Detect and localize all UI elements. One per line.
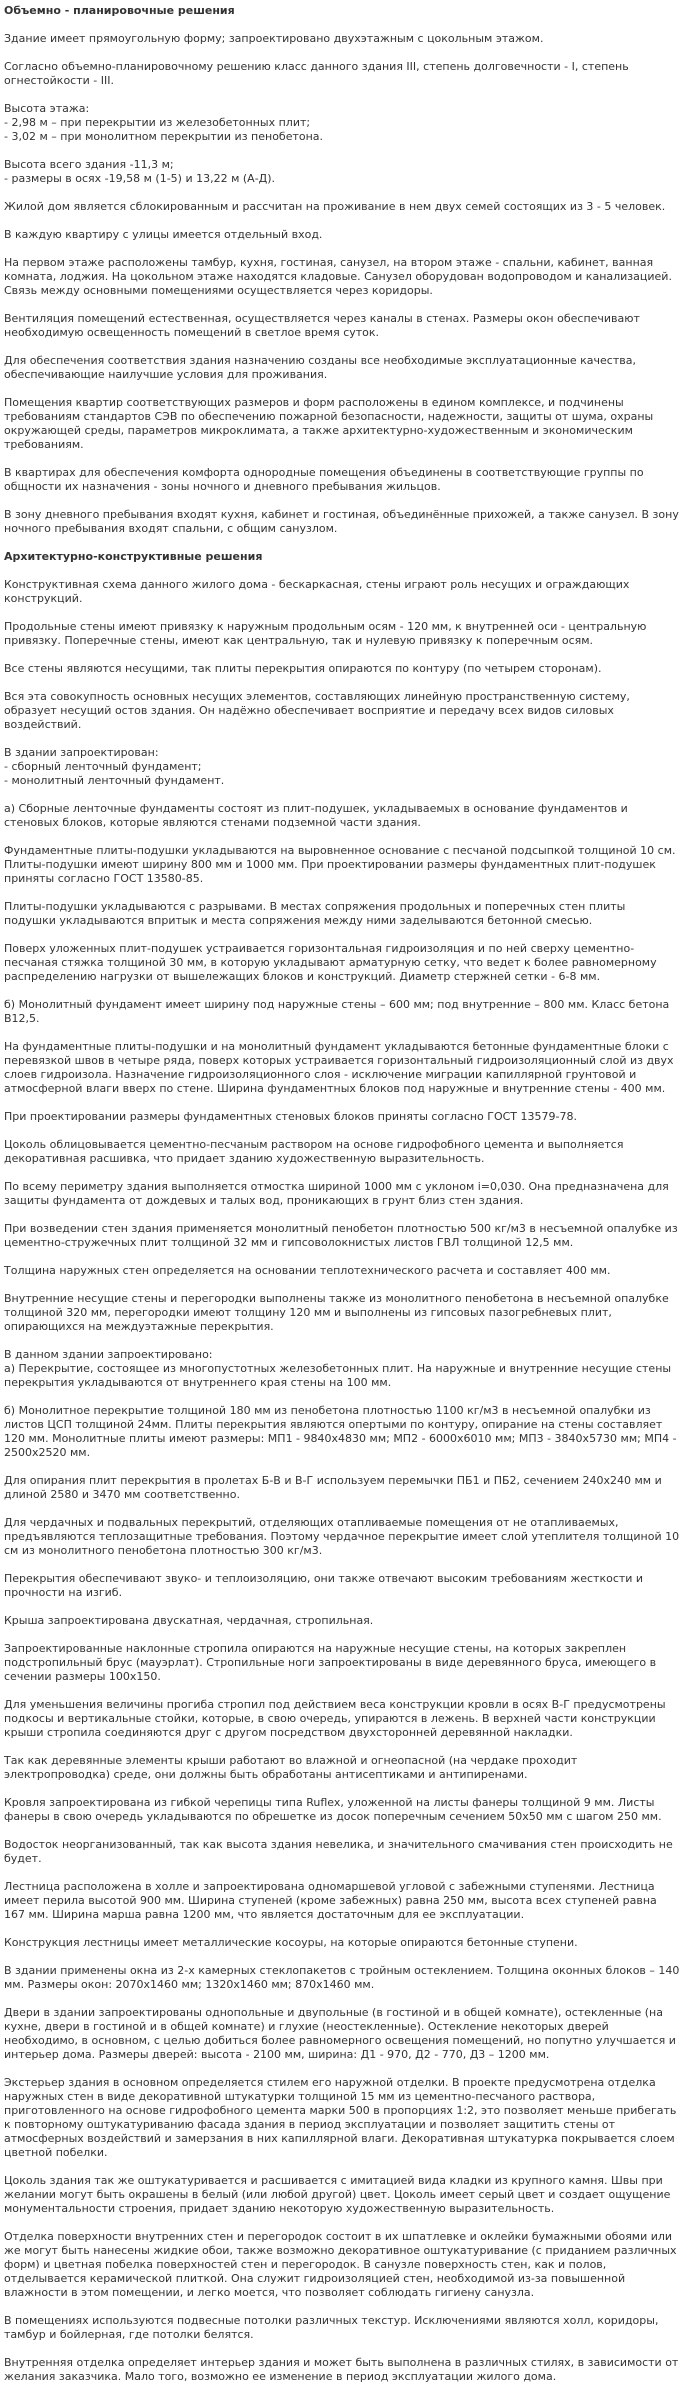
paragraph: Конструктивная схема данного жилого дома - бескаркасная, стены играют роль несущих и ограждающих конструкций. xyxy=(4,578,630,605)
paragraph: Поверх уложенных плит-подушек устраивается горизонтальная гидроизоляция и по ней сверху цементно-песчаная стяжка толщиной 30 мм, в которую укладывают арматурную сетку, что ведет к более равномерному распределению нагрузки от вышележащих блоков и конструкций. Диаметр стержней сетки - 6-8 мм. xyxy=(4,942,657,983)
paragraph: Перекрытия обеспечивают звуко- и теплоизоляцию, они также отвечают высоким требованиям жесткости и прочности на изгиб. xyxy=(4,1572,644,1599)
paragraph: Экстерьер здания в основном определяется стилем его наружной отделки. В проекте предусмотрена отделка наружных стен в виде декоративной штукатурки толщиной 15 мм из цементно-песчаного раствора, приготовленного на основе гидрофобного цемента марки 500 в пропорциях 1:2, это позволяет меньше прибегать к повторному оштукатуриванию фасада здания в период эксплуатации и позволяет защитить стены от атмосферных воздействий и замерзания в них капиллярной влаги. Декоративная штукатурка покрывается слоем цветной побелки. xyxy=(4,2076,677,2159)
paragraph: В квартирах для обеспечения комфорта однородные помещения объединены в соответствующие группы по общности их назначения - зоны ночного и дневного пребывания жильцов. xyxy=(4,466,644,493)
paragraph: Фундаментные плиты-подушки укладываются на выровненное основание с песчаной подсыпкой толщиной 10 см. Плиты-подушки имеют ширину 800 мм и 1000 мм. При проектировании размеры фундаментных плит-подушек приняты согласно ГОСТ 13580-85. xyxy=(4,844,676,885)
paragraph: Для чердачных и подвальных перекрытий, отделяющих отапливаемые помещения от не отапливаемых, предъявляются теплозащитные требования. Поэтому чердачное перекрытие имеет слой утеплителя толщиной 10 см из монолитного пенобетона плотностью 300 кг/м3. xyxy=(4,1516,680,1557)
paragraph: Цоколь здания так же оштукатуривается и расшивается с имитацией вида кладки из крупного камня. Швы при желании могут быть окрашены в белый (или любой другой) цвет. Цоколь имеет серый цвет и создает ощущение монументальности строения, придает зданию некоторую художественную выразительность. xyxy=(4,2174,671,2215)
paragraph: Вся эта совокупность основных несущих элементов, составляющих линейную пространственную систему, образует несущий остов здания. Он надёжно обеспечивает восприятие и передачу всех видов силовых воздействий. xyxy=(4,690,630,731)
paragraph: а) Сборные ленточные фундаменты состоят из плит-подушек, укладываемых в основание фундаментов и стеновых блоков, которые являются стенами подземной части здания. xyxy=(4,802,628,829)
paragraph: Помещения квартир соответствующих размеров и форм расположены в едином комплексе, и подчинены требованиям стандартов СЭВ по обеспечению пожарной безопасности, надежности, защиты от шума, охраны окружающей среды, параметров микроклимата, а также архитектурно-художественным и экономическим требованиям. xyxy=(4,396,654,451)
paragraph: Здание имеет прямоугольную форму; запроектировано двухэтажным с цокольным этажом. xyxy=(4,32,544,45)
paragraph: В зону дневного пребывания входят кухня, кабинет и гостиная, объединённые прихожей, а также санузел. В зону ночного пребывания входят спальни, с общим санузлом. xyxy=(4,508,679,535)
paragraph: В помещениях используются подвесные потолки различных текстур. Исключениями являются холл, коридоры, тамбур и бойлерная, где потолки белятся. xyxy=(4,2314,659,2341)
paragraph: Для уменьшения величины прогиба стропил под действием веса конструкции кровли в осях В-Г предусмотрены подкосы и вертикальные стойки, которые, в свою очередь, упираются в лежень. В верхней части конструкции крыши стропила соединяются друг с другом посредством двухсторонней деревянной накладки. xyxy=(4,1698,666,1739)
paragraph: Лестница расположена в холле и запроектирована одномаршевой угловой с забежными ступенями. Лестница имеет перила высотой 900 мм. Ширина ступеней (кроме забежных) равна 250 мм, высота всех ступеней равна 167 мм. Ширина марша равна 1200 мм, что является достаточным для ее эксплуатации. xyxy=(4,1880,657,1921)
paragraph: Цоколь облицовывается цементно-песчаным раствором на основе гидрофобного цемента и выполняется декоративная расшивка, что придает зданию художественную выразительность. xyxy=(4,1138,624,1165)
paragraph: В каждую квартиру с улицы имеется отдельный вход. xyxy=(4,228,323,241)
paragraph: Толщина наружных стен определяется на основании теплотехнического расчета и составляет 400 мм. xyxy=(4,1264,611,1277)
paragraph: Крыша запроектирована двускатная, чердачная, стропильная. xyxy=(4,1614,374,1627)
paragraph: Плиты-подушки укладываются с разрывами. В местах сопряжения продольных и поперечных стен плиты подушки укладываются впритык и места сопряжения между ними заделываются бетонной смесью. xyxy=(4,900,626,927)
paragraph: Жилой дом является сблокированным и рассчитан на проживание в нем двух семей состоящих из 3 - 5 человек. xyxy=(4,200,666,213)
paragraph: Для опирания плит перекрытия в пролетах Б-В и В-Г используем перемычки ПБ1 и ПБ2, сечением 240х240 мм и длиной 2580 и 3470 мм соответственно. xyxy=(4,1474,662,1501)
paragraph: Высота этажа: - 2,98 м – при перекрытии из железобетонных плит; - 3,02 м – при монолитном перекрытии из пенобетона. xyxy=(4,102,324,143)
paragraph: В здании применены окна из 2-х камерных стеклопакетов с тройным остеклением. Толщина оконных блоков – 140 мм. Размеры окон: 2070х1460 мм; 1320х1460 мм; 870х1460 мм. xyxy=(4,1964,680,1991)
paragraph: В здании запроектирован: - сборный ленточный фундамент; - монолитный ленточный фундамент. xyxy=(4,746,225,787)
paragraph: Конструкция лестницы имеет металлические косоуры, на которые опираются бетонные ступени. xyxy=(4,1936,578,1949)
paragraph: Отделка поверхности внутренних стен и перегородок состоит в их шпатлевке и оклейки бумажными обоями или же могут быть нанесены жидкие обои, также возможно декоративное оштукатуривание (с приданием различных форм) и цветная побелка поверхностей стен и перегородок. В санузле поверхность стен, как и полов, отделывается керамической плиткой. Она служит гидроизоляцией стен, необходимой из-за повышенной влажности в этом помещении, и легко моется, что позволяет соблюдать гигиену санузла. xyxy=(4,2230,677,2299)
paragraph: При возведении стен здания применяется монолитный пенобетон плотностью 500 кг/м3 в несъемной опалубке из цементно-стружечных плит толщиной 32 мм и гипсоволокнистых листов ГВЛ толщиной 12,5 мм. xyxy=(4,1222,678,1249)
paragraph: По всему периметру здания выполняется отмостка шириной 1000 мм с уклоном i=0,030. Она предназначена для защиты фундамента от дождевых и талых вод, проникающих в грунт близ стен здания. xyxy=(4,1180,669,1207)
paragraph: б) Монолитное перекрытие толщиной 180 мм из пенобетона плотностью 1100 кг/м3 в несъемной опалубки из листов ЦСП толщиной 24мм. Плиты перекрытия являются опертыми по контуру, опирание на стены составляет 120 мм. Монолитные плиты имеют размеры: МП1 - 9840х4830 мм; МП2 - 6000х6010 мм; МП3 - 3840х5730 мм; МП4 - 2500х2520 мм. xyxy=(4,1404,677,1459)
paragraph: Кровля запроектирована из гибкой черепицы типа Ruflex, уложенной на листы фанеры толщиной 9 мм. Листы фанеры в свою очередь укладываются по обрешетке из досок поперечным сечением 50х50 мм с шагом 250 мм. xyxy=(4,1796,662,1823)
section-heading: Архитектурно-конструктивные решения xyxy=(4,550,263,563)
section-heading: Объемно - планировочные решения xyxy=(4,4,235,17)
paragraph: Внутренняя отделка определяет интерьер здания и может быть выполнена в различных стилях, в зависимости от желания заказчика. Мало того, возможно ее изменение в период эксплуатации жилого дома. xyxy=(4,2356,679,2383)
paragraph: При проектировании размеры фундаментных стеновых блоков приняты согласно ГОСТ 13579-78. xyxy=(4,1110,577,1123)
paragraph: Вентиляция помещений естественная, осуществляется через каналы в стенах. Размеры окон обеспечивают необходимую освещенность помещений в светлое время суток. xyxy=(4,312,640,339)
paragraph: Запроектированные наклонные стропила опираются на наружные несущие стены, на которых закреплен подстропильный брус (мауэрлат). Стропильные ноги запроектированы в виде деревянного бруса, имеющего в сечении размеры 100х150. xyxy=(4,1642,657,1683)
paragraph: В данном здании запроектировано: а) Перекрытие, состоящее из многопустотных железобетонных плит. На наружные и внутренние несущие стены перекрытия укладываются от внутреннего края стены на 100 мм. xyxy=(4,1348,672,1389)
paragraph: б) Монолитный фундамент имеет ширину под наружные стены – 600 мм; под внутренние – 800 мм. Класс бетона В12,5. xyxy=(4,998,670,1025)
paragraph: Водосток неорганизованный, так как высота здания невелика, и значительного смачивания стен происходить не будет. xyxy=(4,1838,673,1865)
paragraph: Для обеспечения соответствия здания назначению созданы все необходимые эксплуатационные качества, обеспечивающие наилучшие условия для проживания. xyxy=(4,354,636,381)
paragraph: Двери в здании запроектированы однопольные и двупольные (в гостиной и в общей комнате), остекленные (на кухне, двери в гостиной и в общей комнате) и глухие (неостекленные). Остекление некоторых дверей необходимо, в основном, с целью добиться более равномерного освещения помещений, но попутно улучшается и интерьер дома. Размеры дверей: высота - 2100 мм, ширина: Д1 - 970, Д2 - 770, Д3 – 1200 мм. xyxy=(4,2006,676,2061)
paragraph: Высота всего здания -11,3 м; - размеры в осях -19,58 м (1-5) и 13,22 м (А-Д). xyxy=(4,158,276,185)
paragraph: Все стены являются несущими, так плиты перекрытия опираются по контуру (по четырем сторонам). xyxy=(4,662,602,675)
paragraph: На фундаментные плиты-подушки и на монолитный фундамент укладываются бетонные фундаментные блоки с перевязкой швов в четыре ряда, поверх которых устраивается горизонтальный гидроизоляционный слой из двух слоев гидроизола. Назначение гидроизоляционного слоя - исключение миграции капиллярной грунтовой и атмосферной влаги вверх по стене. Ширина фундаментных блоков под наружные и внутренние стены - 400 мм. xyxy=(4,1040,674,1095)
paragraph: Согласно объемно-планировочному решению класс данного здания III, степень долговечности - I, степень огнестойкости - III. xyxy=(4,60,629,87)
paragraph: На первом этаже расположены тамбур, кухня, гостиная, санузел, на втором этаже - спальни, кабинет, ванная комната, лоджия. На цокольном этаже находятся кладовые. Санузел оборудован водопроводом и канализацией. Связь между основными помещениями осуществляется через коридоры. xyxy=(4,256,672,297)
paragraph: Продольные стены имеют привязку к наружным продольным осям - 120 мм, к внутренней оси - центральную привязку. Поперечные стены, имеют как центральную, так и нулевую привязку к поперечным осям. xyxy=(4,620,647,647)
paragraph: Внутренние несущие стены и перегородки выполнены также из монолитного пенобетона в несъемной опалубке толщиной 320 мм, перегородки имеют толщину 120 мм и выполнены из гипсовых пазогребневых плит, опирающихся на междуэтажные перекрытия. xyxy=(4,1292,669,1333)
paragraph: Так как деревянные элементы крыши работают во влажной и огнеопасной (на чердаке проходит электропроводка) среде, они должны быть обработаны антисептиками и антипиренами. xyxy=(4,1754,578,1781)
